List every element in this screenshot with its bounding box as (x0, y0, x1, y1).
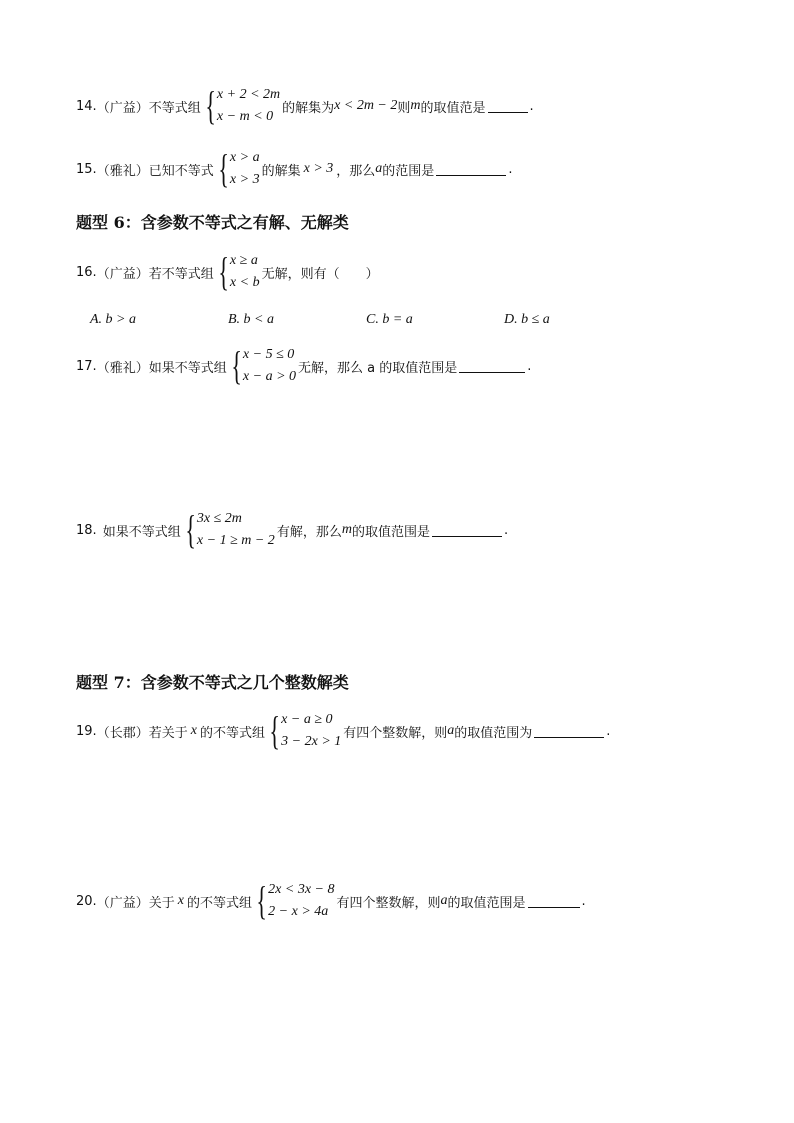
q20-variable-x: x (177, 893, 184, 908)
q15-variable: a (375, 161, 383, 176)
q15-solution: x > 3 (303, 161, 334, 176)
q20-ineq-2: 2 − x > 4a (268, 904, 329, 919)
question-15 (76, 147, 512, 191)
left-brace-icon: { (269, 708, 280, 753)
q14-prefix: 不等式组 (148, 100, 201, 116)
question-16 (76, 250, 379, 294)
left-brace-icon: { (218, 249, 229, 294)
q18-mid-text: 有解，那么 (276, 524, 342, 540)
left-brace-icon: { (218, 146, 229, 191)
question-19 (76, 709, 610, 753)
q19-inequality-system (267, 709, 341, 753)
q17-inequality-system (229, 344, 296, 388)
q20-suffix: 的取值范围是 (447, 895, 526, 911)
q15-suffix: 的范围是 (382, 163, 435, 179)
q17-number: 17. (76, 358, 97, 374)
q18-inequality-system (183, 508, 275, 552)
q14-mid-text: 的解集为 (282, 100, 335, 116)
q17-end: . (527, 358, 532, 374)
question-20 (76, 879, 586, 923)
q19-variable-x: x (190, 723, 197, 738)
q15-mid-text-2: ，那么 (336, 163, 376, 179)
q20-variable-a: a (440, 893, 448, 908)
q19-suffix: 的取值范围为 (454, 725, 533, 741)
q16-choice-b[interactable]: B. b < a (228, 312, 274, 327)
q14-number: 14. (76, 98, 97, 114)
q14-mid-text-2: 则 (397, 100, 411, 116)
q16-suffix: 无解，则有（ ） (261, 266, 379, 282)
q15-source: （雅礼） (96, 163, 149, 179)
q19-variable-a: a (447, 723, 455, 738)
q16-inequality-system (216, 250, 260, 294)
q16-source: （广益） (96, 266, 149, 282)
q20-number: 20. (76, 893, 97, 909)
question-18 (76, 508, 508, 552)
q20-answer-blank[interactable] (528, 895, 580, 908)
question-14 (76, 84, 534, 128)
q15-prefix: 已知不等式 (148, 163, 214, 179)
section-heading-6: 题型 6：含参数不等式之有解、无解类 (76, 213, 349, 232)
q18-number: 18. (76, 522, 97, 538)
q17-ineq-2: x − a > 0 (242, 369, 297, 384)
q15-ineq-2: x > 3 (229, 172, 260, 187)
q15-number: 15. (76, 161, 97, 177)
q19-end: . (606, 723, 611, 739)
left-brace-icon: { (256, 878, 267, 923)
q16-choice-d[interactable]: D. b ≤ a (504, 312, 550, 327)
q16-ineq-2: x < b (229, 275, 260, 290)
q16-choices (90, 312, 642, 328)
q15-mid-text: 的解集 (261, 163, 301, 179)
q17-ineq-1: x − 5 ≤ 0 (242, 347, 295, 362)
q16-choice-a[interactable]: A. b > a (90, 312, 136, 327)
q14-ineq-1: x + 2 < 2m (216, 87, 281, 102)
q18-ineq-1: 3x ≤ 2m (196, 511, 242, 526)
q19-prefix-2: 的不等式组 (199, 725, 265, 741)
q20-end: . (581, 893, 586, 909)
q14-ineq-2: x − m < 0 (216, 109, 274, 124)
q19-mid-text: 有四个整数解，则 (343, 725, 448, 741)
q19-number: 19. (76, 723, 97, 739)
q17-prefix: 如果不等式组 (148, 360, 227, 376)
q18-suffix: 的取值范围是 (351, 524, 430, 540)
q19-ineq-1: x − a ≥ 0 (281, 712, 333, 727)
q20-prefix: 关于 (148, 895, 175, 911)
q20-mid-text: 有四个整数解，则 (336, 895, 441, 911)
q18-prefix: 如果不等式组 (102, 524, 181, 540)
q19-answer-blank[interactable] (534, 725, 604, 738)
q16-ineq-1: x ≥ a (229, 253, 258, 268)
q14-inequality-system (203, 84, 280, 128)
q20-ineq-1: 2x < 3x − 8 (268, 882, 335, 897)
q15-ineq-1: x > a (229, 150, 260, 165)
q14-source: （广益） (96, 100, 149, 116)
q14-solution: x < 2m − 2 (334, 98, 398, 113)
q14-suffix: 的取值范是 (420, 100, 486, 116)
question-17 (76, 344, 531, 388)
q15-end: . (508, 161, 513, 177)
q14-end: . (529, 98, 534, 114)
q14-variable: m (410, 98, 421, 113)
section-heading-7: 题型 7：含参数不等式之几个整数解类 (76, 673, 349, 692)
q14-answer-blank[interactable] (488, 100, 528, 113)
q20-source: （广益） (96, 895, 149, 911)
q19-source: （长郡） (96, 725, 149, 741)
q19-ineq-2: 3 − 2x > 1 (281, 734, 342, 749)
q16-number: 16. (76, 264, 97, 280)
q20-inequality-system (254, 879, 335, 923)
q17-source: （雅礼） (96, 360, 149, 376)
q15-answer-blank[interactable] (436, 163, 506, 176)
q15-inequality-system (216, 147, 260, 191)
left-brace-icon: { (205, 83, 216, 128)
q18-answer-blank[interactable] (432, 524, 502, 537)
left-brace-icon: { (185, 507, 196, 552)
q18-ineq-2: x − 1 ≥ m − 2 (196, 533, 275, 548)
q17-answer-blank[interactable] (459, 360, 525, 373)
q20-prefix-2: 的不等式组 (186, 895, 252, 911)
q19-prefix: 若关于 (148, 725, 188, 741)
q16-choice-c[interactable]: C. b = a (366, 312, 413, 327)
q18-variable: m (341, 522, 352, 537)
q16-prefix: 若不等式组 (148, 266, 214, 282)
left-brace-icon: { (231, 343, 242, 388)
q18-end: . (503, 522, 509, 538)
q17-suffix: 无解，那么 a 的取值范围是 (298, 360, 458, 376)
